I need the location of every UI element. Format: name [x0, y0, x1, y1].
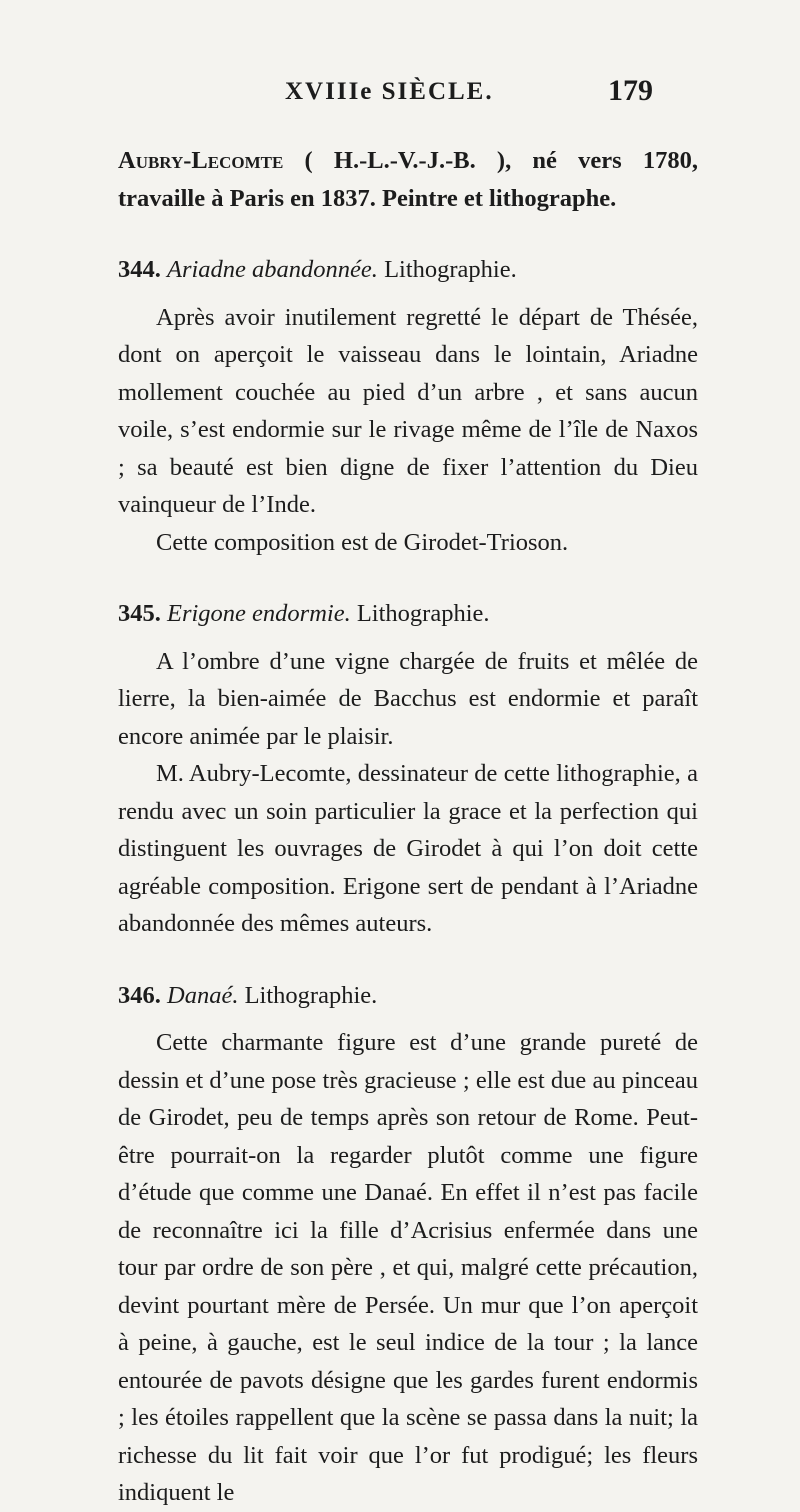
entry-title: Erigone endormie.: [167, 600, 351, 627]
entry-344: [118, 251, 698, 561]
entry-title: Ariadne abandonnée.: [167, 256, 378, 283]
entry-346: [118, 977, 698, 1512]
entry-medium: Lithographie.: [377, 256, 517, 283]
entry-paragraph: Cette composition est de Girodet-Trioson.: [156, 528, 569, 556]
running-head-title: XVIIIe SIÈCLE.: [285, 78, 494, 105]
entry-medium: Lithographie.: [350, 600, 490, 627]
artist-intro: [118, 142, 698, 217]
entry-heading: [118, 595, 698, 633]
page-body: [118, 142, 698, 1512]
entry-heading: [118, 251, 698, 289]
entry-number: 345.: [118, 600, 161, 627]
entry-title: Danaé.: [167, 981, 239, 1009]
entry-345: [118, 595, 698, 943]
entry-paragraph: A l’ombre d’une vigne chargée de fruits et mêlée de lierre, la bien-aimée de Bacchus est endormie et paraît encore animée par le plaisir.: [118, 647, 698, 750]
entry-medium: Lithographie.: [238, 981, 378, 1009]
running-head: [0, 74, 800, 118]
page-number: 179: [608, 74, 653, 107]
entry-number: 346.: [118, 981, 161, 1009]
artist-bio: ( H.-L.-V.-J.-B. ), né vers 1780, travaille à Paris en 1837. Peintre et lithographe.: [118, 147, 698, 212]
entry-paragraph: Après avoir inutilement regretté le départ de Thésée, dont on aperçoit le vaisseau dans le lointain, Ariadne mollement couchée au pied d’un arbre , et sans aucun voile, s’est endormie sur le rivage même de l’île de Naxos ; sa beauté est bien digne de fixer l’attention du Dieu vainqueur de l’Inde.: [118, 303, 698, 518]
entry-paragraph: M. Aubry-Lecomte, dessinateur de cette lithographie, a rendu avec un soin particulier la grace et la perfection qui distinguent les ouvrages de Girodet à qui l’on doit cette agréable composition. Erigone sert de pendant à l’Ariadne abandonnée des mêmes auteurs.: [118, 760, 698, 937]
artist-name: Aubry-Lecomte: [118, 147, 284, 174]
entry-heading: [118, 977, 698, 1015]
entry-paragraph: Cette charmante figure est d’une grande pureté de dessin et d’une pose très gracieuse ; elle est due au pinceau de Girodet, peu de temps après son retour de Rome. Peut-être pourrait-on la regarder plutôt comme une figure d’étude que comme une Danaé. En effet il n’est pas facile de reconnaître ici la fille d’Acrisius enfermée dans une tour par ordre de son père , et qui, malgré cette précaution, devint pourtant mère de Persée. Un mur que l’on aperçoit à peine, à gauche, est le seul indice de la tour ; la lance entourée de pavots désigne que les gardes furent endormis ; les étoiles rappellent que la scène se passa dans la nuit; la richesse du lit fait voir que l’or fut prodigué; les fleurs indiquent le: [118, 1029, 698, 1506]
entry-number: 344.: [118, 256, 161, 283]
